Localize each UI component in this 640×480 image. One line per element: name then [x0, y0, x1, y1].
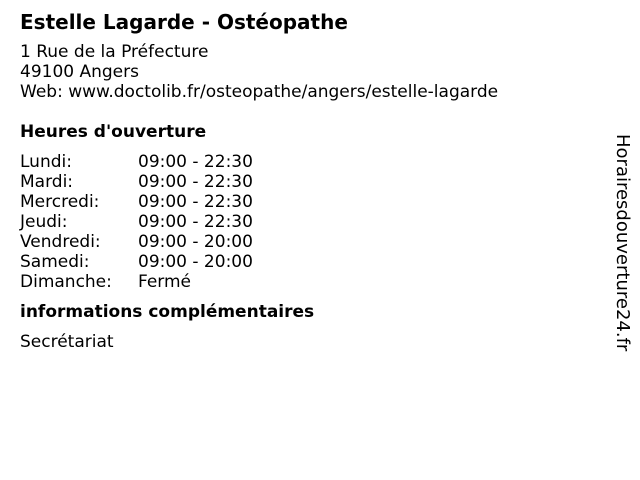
website-line: Web: www.doctolib.fr/osteopathe/angers/estelle-lagarde: [20, 82, 499, 102]
hours-row-thursday: [20, 212, 600, 232]
hours-row-saturday: [20, 252, 600, 272]
address-street: 1 Rue de la Préfecture: [20, 42, 209, 62]
opening-hours-heading: Heures d'ouverture: [20, 122, 207, 142]
day-label: Jeudi:: [20, 212, 68, 232]
opening-hours-list: [20, 152, 600, 292]
time-range: 09:00 - 20:00: [138, 232, 253, 252]
time-range: Fermé: [138, 272, 192, 292]
additional-info-text: Secrétariat: [20, 332, 114, 352]
business-title: Estelle Lagarde - Ostéopathe: [20, 10, 348, 34]
hours-row-monday: [20, 152, 600, 172]
hours-row-tuesday: [20, 172, 600, 192]
time-range: 09:00 - 20:00: [138, 252, 253, 272]
hours-row-sunday: [20, 272, 600, 292]
time-range: 09:00 - 22:30: [138, 152, 253, 172]
address-block: [20, 42, 600, 102]
time-range: 09:00 - 22:30: [138, 212, 253, 232]
day-label: Mardi:: [20, 172, 74, 192]
day-label: Dimanche:: [20, 272, 112, 292]
address-city: 49100 Angers: [20, 62, 139, 82]
hours-row-friday: [20, 232, 600, 252]
hours-row-wednesday: [20, 192, 600, 212]
day-label: Mercredi:: [20, 192, 100, 212]
day-label: Vendredi:: [20, 232, 101, 252]
time-range: 09:00 - 22:30: [138, 172, 253, 192]
day-label: Samedi:: [20, 252, 90, 272]
additional-info-heading: informations complémentaires: [20, 302, 315, 322]
business-card: [20, 9, 600, 352]
site-brand-watermark: Horairesdouverture24.fr: [612, 134, 633, 352]
day-label: Lundi:: [20, 152, 72, 172]
time-range: 09:00 - 22:30: [138, 192, 253, 212]
